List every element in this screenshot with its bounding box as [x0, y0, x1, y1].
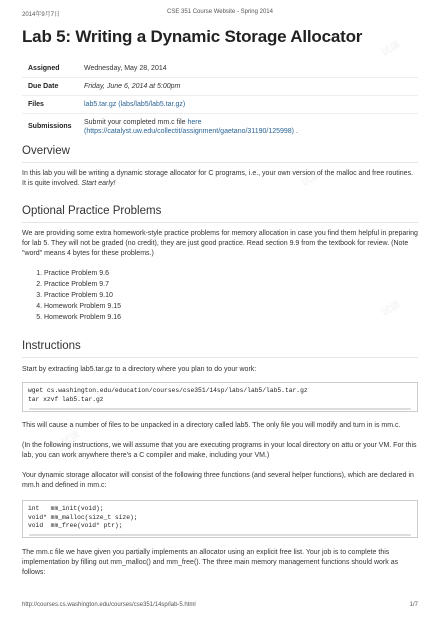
list-item: 2. Practice Problem 9.7 [44, 279, 440, 290]
code-line: tar xzvf lab5.tar.gz [28, 395, 104, 403]
submissions-text: Submit your completed mm.c file [84, 119, 186, 126]
page-number: 1/7 [409, 602, 418, 608]
watermark [378, 36, 403, 59]
site-title: CSE 351 Course Website - Spring 2014 [167, 9, 273, 15]
list-item: 5. Homework Problem 9.16 [44, 312, 440, 323]
page-title: Lab 5: Writing a Dynamic Storage Allocator [22, 27, 363, 46]
print-header [22, 9, 418, 19]
overview-text: In this lab you will be writing a dynamic storage allocator for C programs, i.e., your own version of the malloc and free routines. It is quite involved. Start early! [22, 170, 414, 187]
due-date-row [22, 78, 418, 96]
files-label: Files [22, 96, 78, 114]
divider [22, 222, 418, 223]
instructions-p4: Your dynamic storage allocator will consist of the following three functions (and several helper functions), which are declared in mm.h and defined in mm.c: [22, 472, 414, 489]
submissions-row [22, 114, 418, 141]
code-block-extract [22, 382, 418, 412]
list-item: 3. Practice Problem 9.10 [44, 290, 440, 301]
divider [22, 162, 418, 163]
due-date-label: Due Date [22, 78, 78, 96]
submissions-end: . [295, 128, 298, 135]
submissions-label: Submissions [22, 114, 78, 141]
assigned-row [22, 60, 418, 78]
divider [22, 357, 418, 358]
scrollbar[interactable] [29, 408, 411, 410]
submissions-link[interactable]: here [187, 119, 202, 126]
list-item: 4. Homework Problem 9.15 [44, 301, 440, 312]
submissions-url[interactable]: (https://catalyst.uw.edu/collectit/assignment/gaetano/31190/125998) [84, 128, 295, 135]
instructions-p1: Start by extracting lab5.tar.gz to a directory where you plan to do your work: [22, 366, 257, 373]
instructions-p2: This will cause a number of files to be unpacked in a directory called lab5. The only file you will modify and turn in is mm.c. [22, 422, 401, 429]
assigned-label: Assigned [28, 65, 60, 72]
files-link[interactable]: lab5.tar.gz (labs/lab5/lab5.tar.gz) [84, 101, 186, 108]
code-line: void mm_free(void* ptr); [28, 522, 123, 529]
practice-heading: Optional Practice Problems [22, 205, 162, 217]
code-line: void* mm_malloc(size_t size); [28, 513, 138, 521]
files-row [22, 96, 418, 114]
code-block-functions [22, 500, 418, 538]
practice-text: We are providing some extra homework-style practice problems for memory allocation in case you find them helpful in preparing for lab 5. They will not be graded (no credit), they are just good practice. Read section 9.9 from the textbook for review. (Note "word" means 4 bytes for these problems.) [22, 230, 418, 257]
instructions-p5: The mm.c file we have given you partially implements an allocator using an explicit free list. Your job is to complete this implementation by filling out mm_malloc() and mm_free(). The three main memory management functions should work as follows: [22, 549, 399, 576]
due-date-value: Friday, June 6, 2014 at 5:00pm [78, 78, 418, 96]
print-footer [22, 602, 418, 612]
assigned-value: Wednesday, May 28, 2014 [84, 65, 167, 72]
lab-info-table [22, 60, 418, 140]
code-line: wget cs.washington.edu/education/courses/cse351/14sp/labs/lab5/lab5.tar.gz [28, 387, 308, 394]
overview-heading: Overview [22, 145, 70, 157]
instructions-p3: (In the following instructions, we will assume that you are executing programs in your local directory on attu or your VM. For this lab, you can work anywhere there's a C compiler and make, including your VM.) [22, 442, 417, 459]
page-url: http://courses.cs.washington.edu/courses/cse351/14sp/lab-5.html [22, 602, 196, 608]
practice-list [22, 268, 440, 323]
code-line: int mm_init(void); [28, 505, 104, 512]
list-item: 1. Practice Problem 9.6 [44, 268, 440, 279]
instructions-heading: Instructions [22, 340, 81, 352]
scrollbar[interactable] [29, 534, 411, 536]
print-date: 2014年9月7日 [22, 12, 61, 18]
